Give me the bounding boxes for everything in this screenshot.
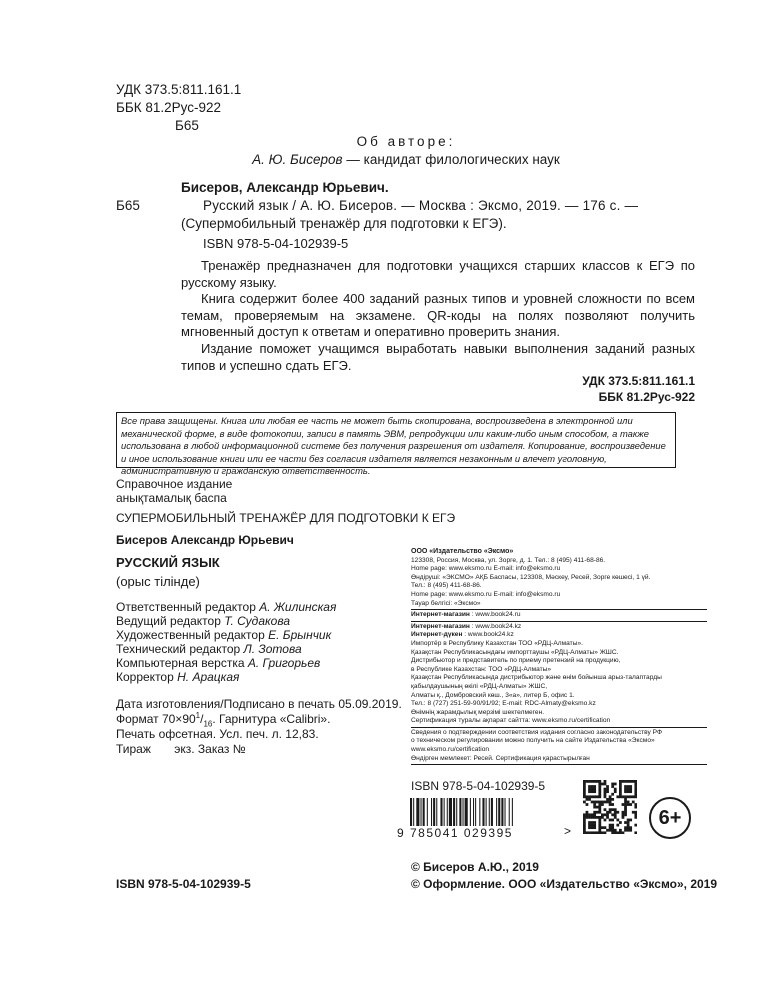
bib-isbn: ISBN 978-5-04-102939-5 xyxy=(203,236,349,251)
annotation-paragraph: Тренажёр предназначен для подготовки учащихся старших классов к ЕГЭ по русскому языку. xyxy=(181,258,695,290)
imprint-line: Алматы қ., Домбровский көш., 3«а», литер Б, офис 1. xyxy=(411,691,575,699)
footer-isbn: ISBN 978-5-04-102939-5 xyxy=(116,877,251,891)
imprint-line: Сертификация туралы ақпарат сайтта: www.eksmo.ru/certification xyxy=(411,717,611,725)
imprint-line: Home page: www.eksmo.ru E-mail: info@eksmo.ru xyxy=(411,565,561,573)
barcode-arrow: > xyxy=(564,824,572,838)
bib-mark: Б65 xyxy=(116,198,140,213)
imprint-line: 123308, Россия, Москва, ул. Зорге, д. 1. Тел.: 8 (495) 411-68-86. xyxy=(411,556,606,564)
udk-code-right: УДК 373.5:811.161.1 xyxy=(582,374,695,388)
annotation-paragraph: Книга содержит более 400 заданий разных типов и уровней сложности по всем темам, проверяемым на экзамене. QR-коды на полях позволяют получить мгновенный доступ к ответам и оперативно проверить знания. xyxy=(181,291,695,340)
annotation-paragraph: Издание поможет учащимся выработать навыки выполнения заданий разных типов и успешно сдать ЕГЭ. xyxy=(181,341,695,373)
barcode-digits: 9 785041 029395 xyxy=(397,826,513,840)
print-format: Формат $70\times 90^1/_{16}$. Гарнитура «Calibri». xyxy=(116,711,331,729)
edition-type-ru: Справочное издание xyxy=(116,477,233,491)
about-author-line xyxy=(116,152,696,167)
imprint-internet-kz: Интернет-магазин : www.book24.kz xyxy=(411,622,522,630)
imprint-internet-duken: Интернет-дүкен : www.book24.kz xyxy=(411,631,514,639)
bbk-code: ББК 81.2Рус-922 xyxy=(116,100,221,115)
imprint-line: Өндіруші: «ЭКСМО» АҚБ Баспасы, 123308, Мәскеу, Ресей, Зорге көшесі, 1 үй. xyxy=(411,573,651,581)
bib-author: Бисеров, Александр Юрьевич. xyxy=(181,180,389,195)
staff-line: Компьютерная верстка А. Григорьев xyxy=(116,656,321,670)
book-author: Бисеров Александр Юрьевич xyxy=(116,533,294,547)
imprint-line: Сведения о подтверждении соответствия издания согласно законодательству РФ xyxy=(411,728,662,736)
bib-line-1: Русский язык / А. Ю. Бисеров. — Москва : Эксмо, 2019. — 176 с. — xyxy=(203,198,639,213)
imprint-line: Импортёр в Республику Казахстан ТОО «РДЦ-Алматы». xyxy=(411,639,583,647)
print-run: Тираж экз. Заказ № xyxy=(116,742,246,756)
about-author-text: — кандидат филологических наук xyxy=(342,152,560,167)
imprint-line: о техническом регулировании можно получить на сайте Издательства «Эксмо» xyxy=(411,737,655,745)
imprint-line: Тел.: 8 (495) 411-68-86. xyxy=(411,582,482,590)
imprint-line: www.eksmo.ru/certification xyxy=(411,746,490,754)
bbk-code-right: ББК 81.2Рус-922 xyxy=(598,390,695,404)
book-title: РУССКИЙ ЯЗЫК xyxy=(116,555,220,570)
udk-code: УДК 373.5:811.161.1 xyxy=(116,82,242,97)
imprint-line: Қазақстан Республикасында дистрибьютор және өнім бойынша арыз-талаптарды xyxy=(411,674,662,682)
about-author-heading: Об авторе: xyxy=(356,134,456,149)
imprint-line: в Республике Казахстан: ТОО «РДЦ-Алматы» xyxy=(411,665,552,673)
imprint-line: Қазақстан Республикасындағы импорттаушы «РДЦ-Алматы» ЖШС. xyxy=(411,648,619,656)
imprint-line: Home page: www.eksmo.ru E-mail: info@eksmo.ru xyxy=(411,590,561,598)
imprint-publisher: ООО «Издательство «Эксмо» xyxy=(411,548,514,555)
staff-line: Технический редактор Л. Зотова xyxy=(116,642,302,656)
edition-type-kz: анықтамалық баспа xyxy=(116,491,227,505)
copyright-design: © Оформление. ООО «Издательство «Эксмо», 2019 xyxy=(411,877,718,891)
print-date: Дата изготовления/Подписано в печать 05.09.2019. xyxy=(116,697,402,711)
series-title: СУПЕРМОБИЛЬНЫЙ ТРЕНАЖЁР ДЛЯ ПОДГОТОВКИ К ЕГЭ xyxy=(116,511,456,525)
qr-code xyxy=(583,780,637,834)
imprint-line: Өндірген мемлекет: Ресей. Сертификация қарастырылған xyxy=(411,754,590,762)
print-method: Печать офсетная. Усл. печ. л. 12,83. xyxy=(116,727,319,741)
book-language: (орыс тілінде) xyxy=(116,574,200,589)
imprint-block xyxy=(411,548,707,766)
imprint-line: Тауар белгісі: «Эксмо» xyxy=(411,599,481,607)
staff-line: Корректор Н. Арацкая xyxy=(116,670,240,684)
imprint-line: Өнімнің жарамдылық мерзімі шектелмеген. xyxy=(411,708,545,716)
imprint-internet: Интернет-магазин : www.book24.ru xyxy=(411,611,521,619)
barcode-isbn: ISBN 978-5-04-102939-5 xyxy=(411,779,546,793)
age-rating-badge: 6+ xyxy=(649,797,691,839)
imprint-line: қабылдаушының өкілі «РДЦ-Алматы» ЖШС, xyxy=(411,682,548,690)
staff-line: Ведущий редактор Т. Судакова xyxy=(116,614,291,628)
staff-line: Художественный редактор Е. Брынчик xyxy=(116,628,332,642)
author-mark: Б65 xyxy=(175,118,199,133)
bib-line-2: (Супермобильный тренажёр для подготовки к ЕГЭ). xyxy=(181,216,507,231)
imprint-line: Тел.: 8 (727) 251-59-90/91/92; E-mail: RDC-Almaty@eksmo.kz xyxy=(411,700,596,708)
imprint-line: Дистрибьютор и представитель по приему претензий на продукцию, xyxy=(411,657,621,665)
staff-line: Ответственный редактор А. Жилинская xyxy=(116,600,337,614)
copyright-author: © Бисеров А.Ю., 2019 xyxy=(411,860,539,874)
about-author-name: А. Ю. Бисеров xyxy=(252,152,343,167)
rights-notice: Все права защищены. Книга или любая ее часть не может быть скопирована, воспроизведена в электронной или механической форме, в виде фотокопии, записи в память ЭВМ, репродукции или каким-либо иным способом, а также использована в любой информационной системе без получения разрешения от издателя. Копирование, воспроизведение и иное использование книги или ее части без согласия издателя является незаконным и влечет уголовную, административную и гражданскую ответственность. xyxy=(116,412,676,468)
